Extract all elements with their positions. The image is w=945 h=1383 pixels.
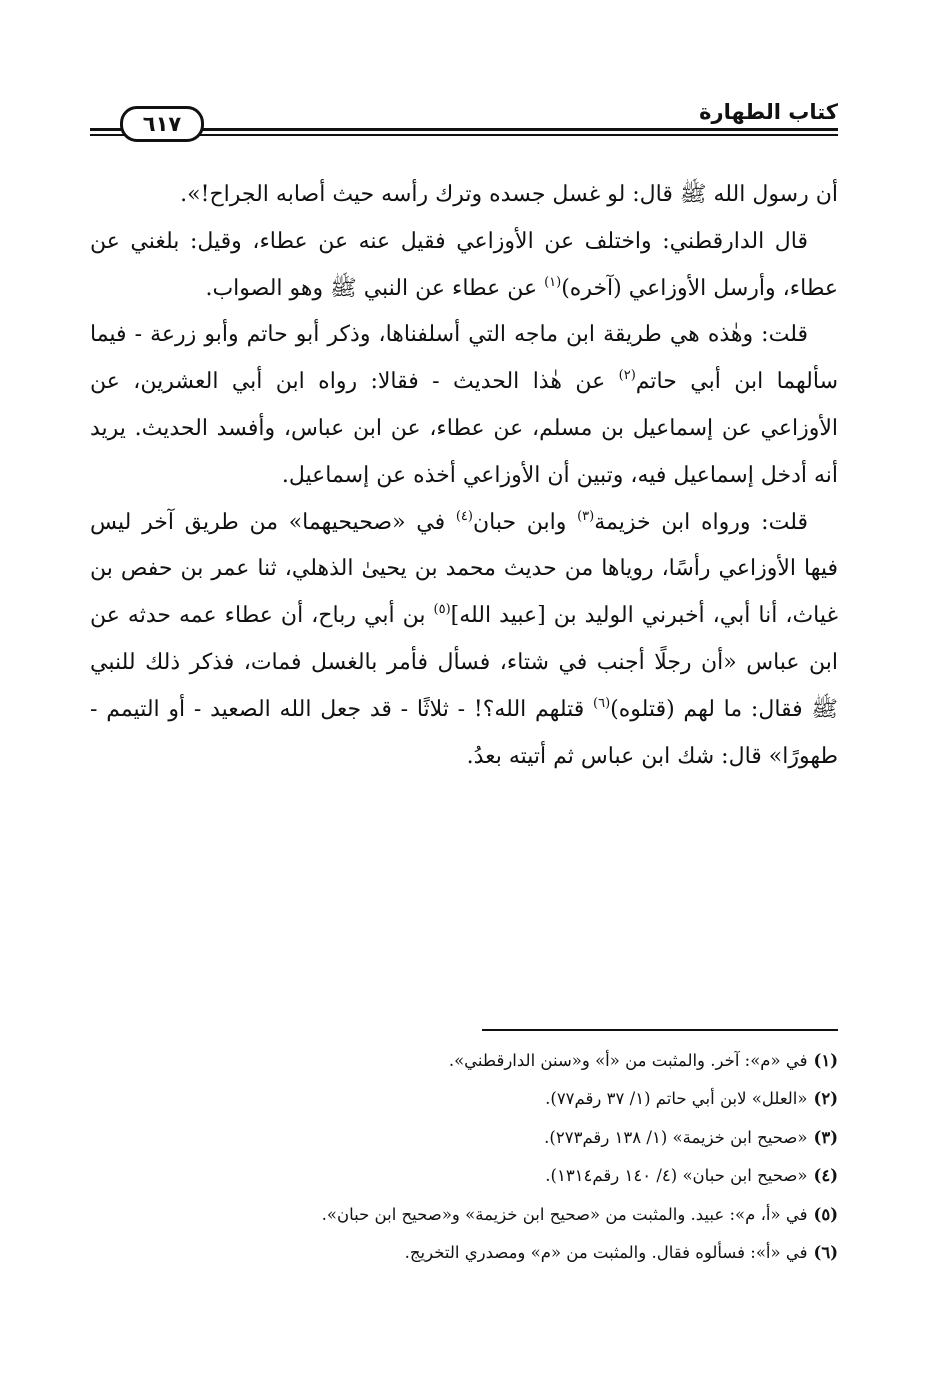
- footnote-text: «صحيح ابن خزيمة» (١/ ١٣٨ رقم٢٧٣).: [544, 1127, 808, 1147]
- footnote-number: (٢): [813, 1089, 838, 1109]
- footnote-text: في «م»: آخر. والمثبت من «أ» و«سنن الدارقطني».: [448, 1051, 808, 1070]
- footnote-text: في «أ»: فسألوه فقال. والمثبت من «م» ومصدري التخريج.: [404, 1243, 808, 1263]
- text-run: عن هٰذا الحديث - فقالا: رواه ابن أبي العشرين، عن الأوزاعي عن إسماعيل بن مسلم، عن عطاء، عن ابن عباس، وأفسد الحديث. يريد أنه أدخل إسماعيل فيه، وتبين أن الأوزاعي أخذه عن إسماعيل.: [90, 369, 838, 488]
- text-run: قلت: وهٰذه هي طريقة ابن ماجه التي أسلفناها، وذكر أبو حاتم وأبو زرعة - فيما سألهما ابن أبي حاتم: [90, 322, 839, 395]
- footnote: [90, 1042, 838, 1080]
- footnote-text: «صحيح ابن حبان» (٤/ ١٤٠ رقم١٣١٤).: [545, 1166, 808, 1186]
- footnote-ref: (١): [544, 274, 562, 290]
- paragraph: [90, 312, 838, 499]
- main-text: [90, 172, 838, 780]
- footnote-ref: (٣): [577, 508, 595, 524]
- footnote: [90, 1119, 838, 1157]
- paragraph: [90, 172, 838, 219]
- footnote-ref: (٢): [618, 368, 636, 384]
- page-number: ٦١٧: [120, 106, 204, 142]
- footnote-number: (٥): [813, 1204, 838, 1224]
- footnote-text: في «أ، م»: عبيد. والمثبت من «صحيح ابن خزيمة» و«صحيح ابن حبان».: [321, 1204, 808, 1224]
- footnote-number: (١): [813, 1051, 838, 1070]
- footnote-ref: (٦): [593, 695, 611, 711]
- text-run: أن رسول الله ﷺ قال: لو غسل جسده وترك رأسه حيث أصابه الجراح!».: [180, 182, 838, 207]
- text-run: عن عطاء عن النبي ﷺ وهو الصواب.: [205, 275, 545, 301]
- text-run: وابن حبان: [472, 509, 578, 535]
- chapter-title: كتاب الطهارة: [699, 100, 838, 124]
- footnote: [90, 1157, 838, 1195]
- text-run: قال الدارقطني: واختلف عن الأوزاعي فقيل عنه عن عطاء، وقيل: بلغني عن عطاء، وأرسل الأوزاعي (آخره): [90, 228, 838, 301]
- text-run: في «صحيحيهما» من طريق آخر ليس فيها الأوزاعي رأسًا، روياها من حديث محمد بن يحيىٰ الذهلي، ثنا عمر بن حفص بن غياث، أنا أبي، أخبرني الوليد بن [عبيد الله]: [90, 509, 839, 629]
- paragraph: [90, 219, 838, 313]
- footnote-text: «العلل» لابن أبي حاتم (١/ ٣٧ رقم٧٧).: [545, 1089, 808, 1109]
- running-header: [90, 88, 838, 144]
- footnotes: [90, 1042, 838, 1272]
- header-rule-thin: [90, 134, 838, 136]
- footnote: [90, 1080, 838, 1118]
- paragraph: [90, 500, 838, 781]
- footnote-number: (٤): [813, 1166, 838, 1186]
- footnote-ref: (٤): [455, 508, 473, 524]
- footnote-ref: (٥): [433, 602, 451, 618]
- text-run: بن أبي رباح، أن عطاء عمه حدثه عن ابن عباس «أن رجلًا أجنب في شتاء، فسأل فأمر بالغسل فمات، فذكر ذلك للنبي ﷺ فقال: ما لهم (قتلوه): [90, 603, 838, 722]
- footnote-number: (٦): [813, 1243, 838, 1263]
- footnote: [90, 1196, 838, 1234]
- footnote-separator: [482, 1029, 838, 1031]
- footnote-number: (٣): [813, 1127, 838, 1147]
- text-run: قتلهم الله؟! - ثلاثًا - قد جعل الله الصعيد - أو التيمم - طهورًا» قال: شك ابن عباس ثم أتيته بعدُ.: [90, 696, 838, 769]
- text-run: قلت: ورواه ابن خزيمة: [594, 509, 808, 535]
- footnote: [90, 1234, 838, 1272]
